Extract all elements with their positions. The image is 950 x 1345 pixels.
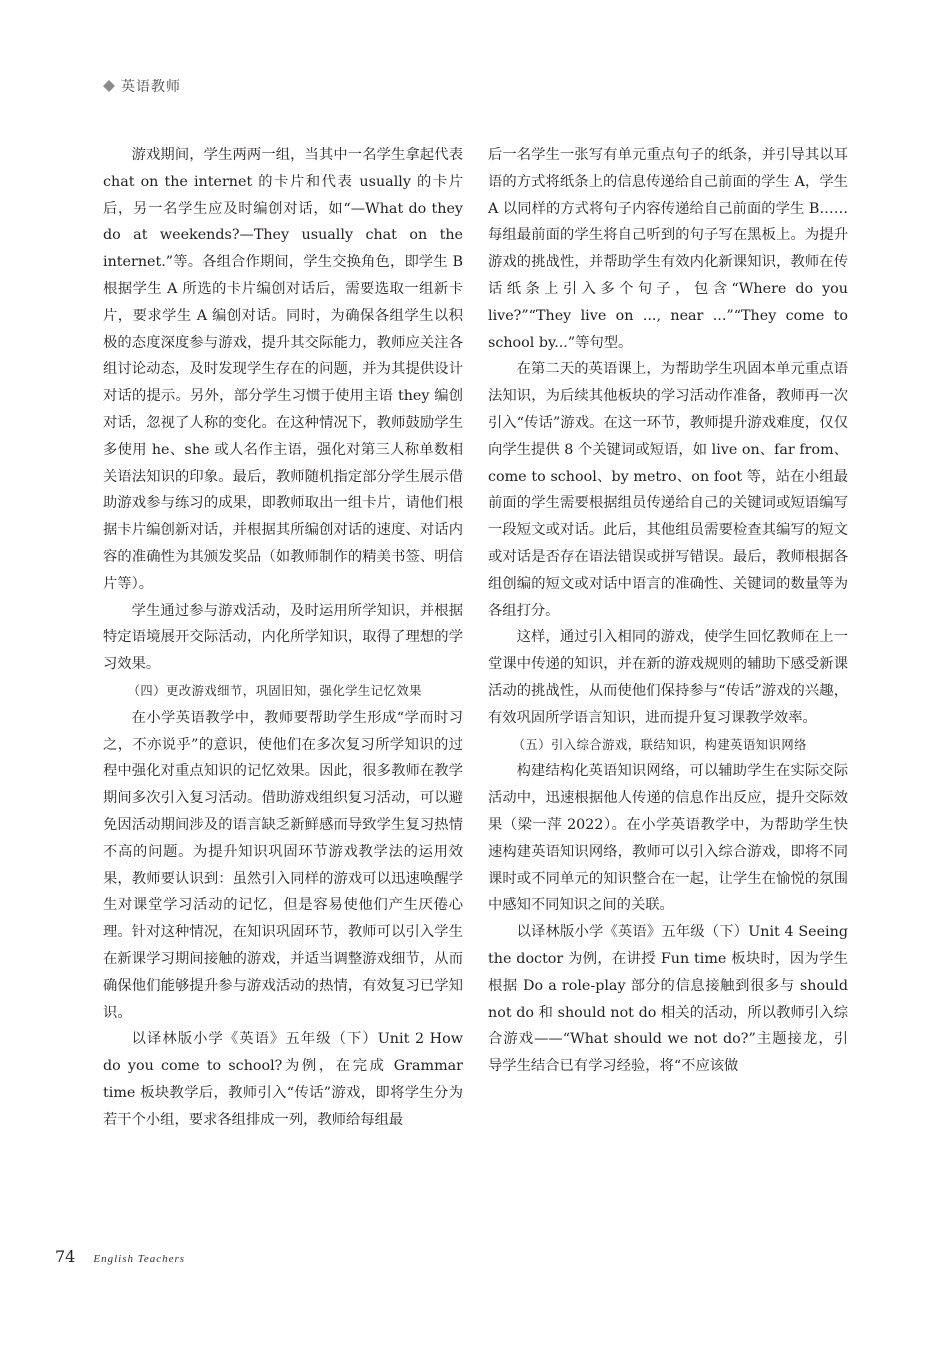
paragraph: 这样，通过引入相同的游戏，使学生回忆教师在上一堂课中传递的知识，并在新的游戏规则的辅助下感受新课活动的挑战性，从而使他们保持参与“传话”游戏的兴趣，有效巩固所学语言知识，进而提升复习课教学效率。 (488, 629, 848, 726)
section-heading: （五）引入综合游戏，联结知识，构建英语知识网络 (512, 737, 807, 752)
right-column (488, 142, 848, 1080)
footer-journal-title: English Teachers (93, 1253, 186, 1265)
paragraph: 在小学英语教学中，教师要帮助学生形成“学而时习之，不亦说乎”的意识，使他们在多次复习所学知识的过程中强化对重点知识的记忆效果。因此，很多教师在教学期间多次引入复习活动。借助游戏组织复习活动，可以避免因活动期间涉及的语言缺乏新鲜感而导致学生复习热情不高的问题。为提升知识巩固环节游戏教学法的运用效果，教师要认识到：虽然引入同样的游戏可以迅速唤醒学生对课堂学习活动的记忆，但是容易使他们产生厌倦心理。针对这种情况，在知识巩固环节，教师可以引入学生在新课学习期间接触的游戏，并适当调整游戏细节，从而确保他们能够提升参与游戏活动的热情，有效复习已学知识。 (103, 709, 463, 1021)
paragraph: 学生通过参与游戏活动，及时运用所学知识，并根据特定语境展开交际活动，内化所学知识，取得了理想的学习效果。 (103, 602, 463, 673)
journal-name: 英语教师 (121, 79, 181, 95)
paragraph: 以译林版小学《英语》五年级（下）Unit 4 Seeing the doctor 为例，在讲授 Fun time 板块时，因为学生根据 Do a role-play 部分的信息接触到很多与 should not do 和 should not do 相关的活动，所以教师引入综合游戏——“What should we not do?”主题接龙，引导学生结合已有学习经验，将“不应该做 (488, 924, 848, 1075)
section-heading: （四）更改游戏细节，巩固旧知，强化学生记忆效果 (127, 683, 422, 698)
running-header (103, 76, 181, 96)
paragraph: 在第二天的英语课上，为帮助学生巩固本单元重点语法知识，为后续其他板块的学习活动作准备，教师再一次引入“传话”游戏。在这一环节，教师提升游戏难度，仅仅向学生提供 8 个关键词或短语，如 live on、far from、come to school、by metro、on foot 等，站在小组最前面的学生需要根据组员传递给自己的关键词或短语编写一段短文或对话。此后，其他组员需要检查其编写的短文或对话是否存在语法错误或拼写错误。最后，教师根据各组创编的短文或对话中语言的准确性、关键词的数量等为各组打分。 (488, 361, 848, 619)
left-column (103, 142, 463, 1133)
paragraph: 后一名学生一张写有单元重点句子的纸条，并引导其以耳语的方式将纸条上的信息传递给自己前面的学生 A，学生 A 以同样的方式将句子内容传递给自己前面的学生 B……每组最前面的学生将自己听到的句子写在黑板上。为提升游戏的挑战性，并帮助学生有效内化新课知识，教师在传话纸条上引入多个句子，包含“Where do you live?”“They live on ..., near ...”“They come to school by...”等句型。 (488, 147, 848, 351)
diamond-icon (103, 80, 115, 92)
paragraph: 游戏期间，学生两两一组，当其中一名学生拿起代表 chat on the internet 的卡片和代表 usually 的卡片后，另一名学生应及时编创对话，如“—What do they do at weekends?—They usually chat on the internet.”等。各组合作期间，学生交换角色，即学生 B 根据学生 A 所选的卡片编创对话后，需要选取一组新卡片，要求学生 A 编创对话。同时，为确保各组学生以积极的态度深度参与游戏，提升其交际能力，教师应关注各组讨论动态，及时发现学生存在的问题，并为其提供设计对话的提示。另外，部分学生习惯于使用主语 they 编创对话，忽视了人称的变化。在这种情况下，教师鼓励学生多使用 he、she 或人名作主语，强化对第三人称单数相关语法知识的印象。最后，教师随机指定部分学生展示借助游戏参与练习的成果，即教师取出一组卡片，请他们根据卡片编创新对话，并根据其所编创对话的速度、对话内容的准确性为其颁发奖品（如教师制作的精美书签、明信片等）。 (103, 147, 463, 592)
paragraph: 构建结构化英语知识网络，可以辅助学生在实际交际活动中，迅速根据他人传递的信息作出反应，提升交际效果（梁一萍 2022）。在小学英语教学中，为帮助学生快速构建英语知识网络，教师可以引入综合游戏，即将不同课时或不同单元的知识整合在一起，让学生在愉悦的氛围中感知不同知识之间的关联。 (488, 763, 848, 914)
paragraph: 以译林版小学《英语》五年级（下）Unit 2 How do you come to school?为例，在完成 Grammar time 板块教学后，教师引入“传话”游戏，即将学生分为若干个小组，要求各组排成一列，教师给每组最 (103, 1031, 463, 1128)
page-number: 74 (55, 1247, 76, 1266)
page-footer (55, 1247, 185, 1266)
